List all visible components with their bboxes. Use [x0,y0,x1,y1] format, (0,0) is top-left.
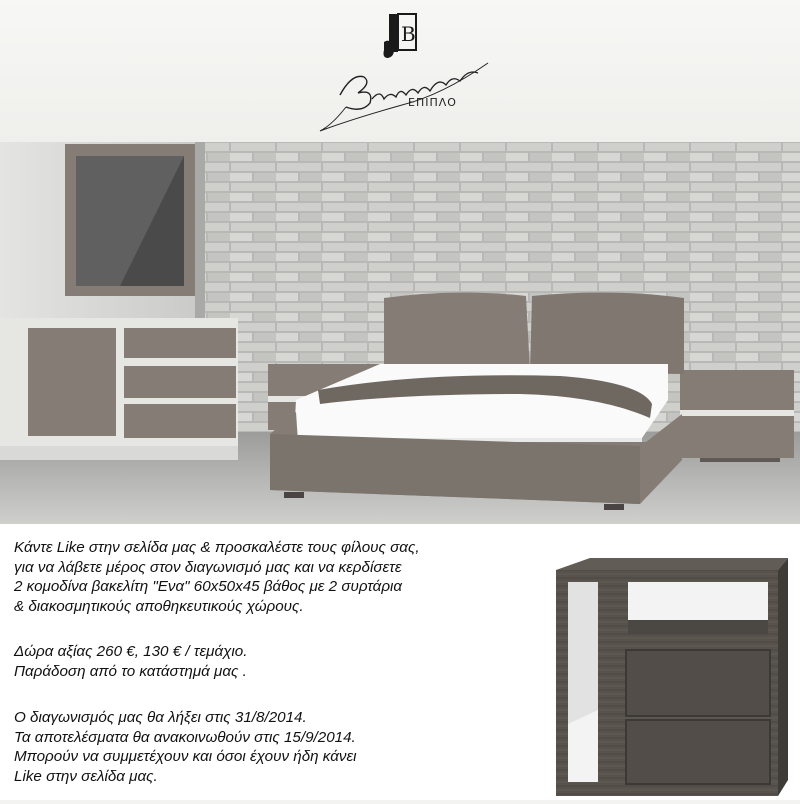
brand-signature [312,55,502,140]
text-line: Like στην σελίδα μας. [14,767,158,785]
brand-subtitle: ΕΠΙΠΛΟ [408,96,457,109]
svg-text:B: B [401,22,416,46]
text-line: & διακοσμητικούς αποθηκευτικούς χώρους. [14,597,304,615]
bedroom-photo [0,142,800,524]
wall-mirror [65,144,195,296]
prize-nightstand-photo [548,524,800,800]
text-line: Παράδοση από το κατάστημά μας . [14,662,247,680]
text-line: Τα αποτελέσματα θα ανακοινωθούν στις 15/9/2014. [14,728,356,746]
nightstand-right [680,370,794,462]
prize-value [14,642,247,681]
text-line: για να λάβετε μέρος στον διαγωνισμό μας και να κερδίσετε [14,558,402,576]
text-line: 2 κομοδίνα βακελίτη "Ενα" 60x50x45 βάθος με 2 συρτάρια [14,578,403,595]
text-line: Μπορούν να συμμετέχουν και όσοι έχουν ήδη κάνει [14,748,357,765]
contest-dates [14,708,357,786]
text-line: Κάντε Like στην σελίδα μας & προσκαλέστε τους φίλους σας, [14,539,420,556]
text-line: Δώρα αξίας 260 €, 130 € / τεμάχιο. [14,643,248,660]
text-line: Ο διαγωνισμός μας θα λήξει στις 31/8/2014. [14,709,307,726]
contest-description [14,538,420,616]
dresser [0,318,238,460]
promo-text [0,524,548,800]
brand-header [0,0,800,142]
